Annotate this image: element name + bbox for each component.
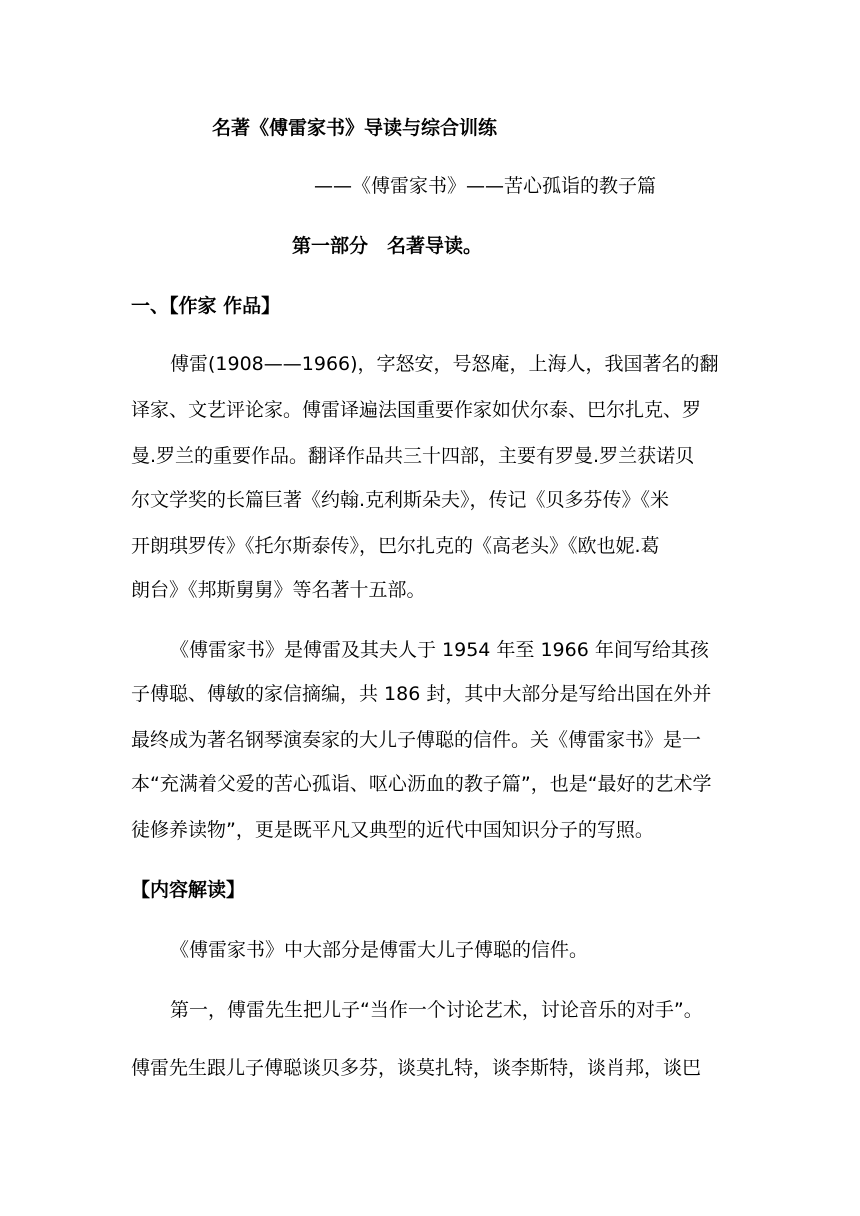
part-heading: 第一部分 名著导读。 [292, 235, 483, 257]
paragraph-line: 译家、文艺评论家。傅雷译遍法国重要作家如伏尔泰、巴尔扎克、罗 [131, 399, 702, 421]
paragraph-line: 本“充满着父爱的苦心孤诣、呕心沥血的教子篇”，也是“最好的艺术学 [131, 773, 712, 795]
paragraph-line: 《傅雷家书》是傅雷及其夫人于 1954 年至 1966 年间写给其孩 [170, 639, 709, 661]
paragraph-line: 子傅聪、傅敏的家信摘编，共 186 封，其中大部分是写给出国在外并 [131, 683, 712, 705]
paragraph-line: 傅雷(1908——1966)，字怒安，号怒庵，上海人，我国著名的翻 [170, 353, 719, 375]
paragraph-line: 开朗琪罗传》《托尔斯泰传》，巴尔扎克的《高老头》《欧也妮.葛 [131, 535, 660, 557]
paragraph-line: 傅雷先生跟儿子傅聪谈贝多芬，谈莫扎特，谈李斯特，谈肖邦，谈巴 [131, 1057, 702, 1079]
section-heading-author-works: 一、【作家 作品】 [131, 295, 281, 317]
paragraph-line: 尔文学奖的长篇巨著《约翰.克利斯朵夫》，传记《贝多芬传》《米 [131, 489, 670, 511]
paragraph-line: 曼.罗兰的重要作品。翻译作品共三十四部，主要有罗曼.罗兰获诺贝 [131, 445, 695, 467]
paragraph-line: 第一，傅雷先生把儿子“当作一个讨论艺术，讨论音乐的对手”。 [170, 999, 703, 1021]
paragraph-line: 《傅雷家书》中大部分是傅雷大儿子傅聪的信件。 [170, 939, 589, 961]
paragraph-line: 徒修养读物”，更是既平凡又典型的近代中国知识分子的写照。 [131, 819, 654, 841]
paragraph-line: 最终成为著名钢琴演奏家的大儿子傅聪的信件。关《傅雷家书》是一 [131, 729, 702, 751]
document-title: 名著《傅雷家书》导读与综合训练 [212, 117, 498, 139]
document-subtitle: ——《傅雷家书》——苦心孤诣的教子篇 [314, 175, 657, 197]
paragraph-line: 朗台》《邦斯舅舅》等名著十五部。 [131, 579, 426, 601]
section-heading-content: 【内容解读】 [131, 879, 246, 901]
